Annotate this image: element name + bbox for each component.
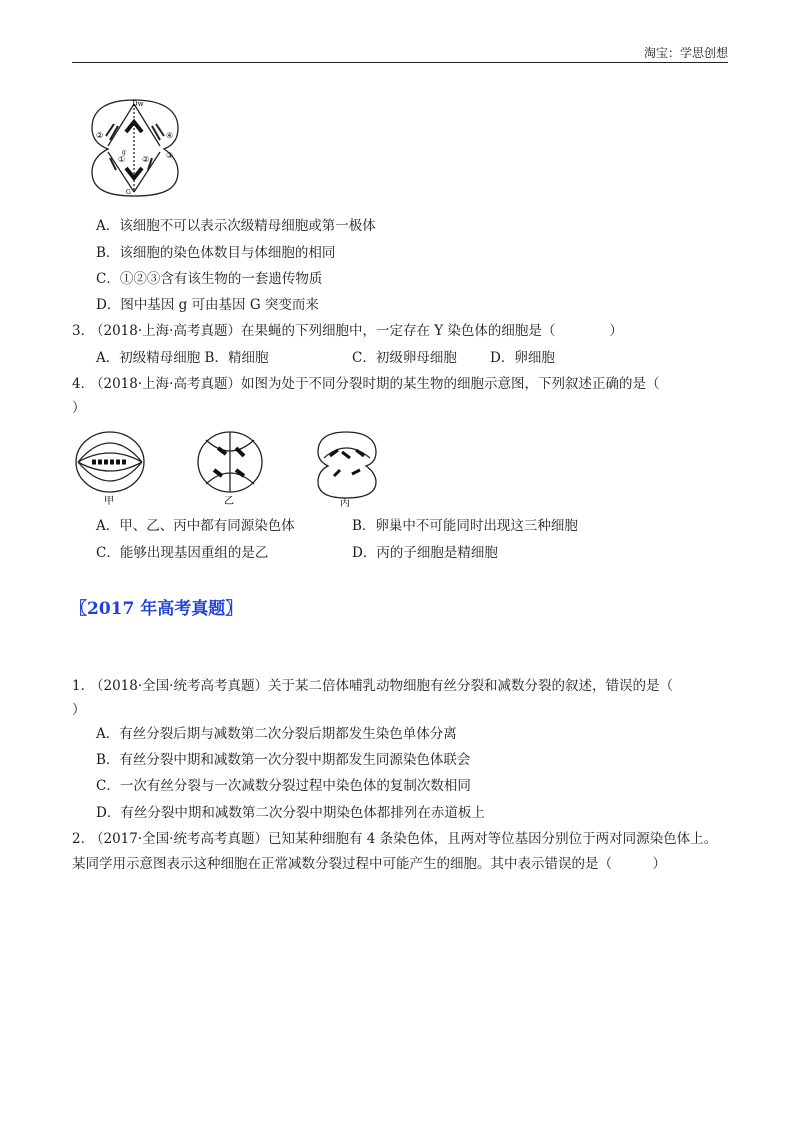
label-bing: 丙: [340, 498, 350, 508]
q1-option-c: C．一次有丝分裂与一次减数分裂过程中染色体的复制次数相同: [96, 778, 471, 794]
q1-number: 1．: [72, 678, 95, 694]
section-title: 〖2017 年高考真题〗: [70, 599, 243, 619]
dividing-cell-figure: [86, 96, 186, 200]
q3-number: 3．: [72, 323, 95, 339]
prev-option-b: B．该细胞的染色体数目与体细胞的相同: [96, 245, 336, 261]
cell-figure-yi: [192, 428, 272, 508]
gene-label-G: G: [126, 189, 131, 196]
chromosome-label-2: ②: [96, 131, 104, 140]
chromosome-label-4: ④: [166, 131, 174, 140]
q1-stem: （2018·全国·统考高考真题）关于某二倍体哺乳动物细胞有丝分裂和减数分裂的叙述，错误的是（: [90, 678, 673, 694]
q2-stem-cont: 某同学用示意图表示这种细胞在正常减数分裂过程中可能产生的细胞。其中表示错误的是（ ）: [72, 856, 666, 872]
q3-option-d: D．卵细胞: [490, 350, 555, 366]
q3-option-c: C．初级卵母细胞: [352, 350, 457, 366]
q1-stem-cont: ）: [72, 702, 86, 718]
cell-figure-jia: [72, 428, 152, 508]
q1-option-d: D．有丝分裂中期和减数第二次分裂中期染色体都排列在赤道板上: [96, 805, 485, 821]
q1-option-b: B．有丝分裂中期和减数第一次分裂中期都发生同源染色体联会: [96, 752, 471, 768]
q4-option-c: C．能够出现基因重组的是乙: [96, 545, 269, 561]
q2-number: 2．: [72, 831, 95, 847]
prev-option-c: C．①②③含有该生物的一套遗传物质: [96, 271, 323, 287]
q2-stem: （2017·全国·统考高考真题）已知某种细胞有 4 条染色体，且两对等位基因分别位于两对同源染色体上。: [90, 831, 718, 847]
q4-option-d: D．丙的子细胞是精细胞: [352, 545, 498, 561]
chromosome-label-3: ③: [166, 151, 174, 160]
q3-stem: （2018·上海·高考真题）在果蝇的下列细胞中，一定存在 Y 染色体的细胞是（ ）: [90, 323, 623, 339]
header-rule: [72, 62, 728, 63]
header-text: 淘宝：学思创想: [643, 46, 728, 60]
prev-option-d: D．图中基因 g 可由基因 G 突变而来: [96, 297, 319, 313]
gene-label-dw: Dw: [132, 100, 144, 108]
q1-option-a: A．有丝分裂后期与减数第二次分裂后期都发生染色单体分离: [96, 726, 457, 742]
gene-label-g: g: [122, 149, 126, 156]
label-yi: 乙: [224, 496, 234, 507]
cell-figure-bing: [312, 428, 382, 508]
q4-stem-cont: ）: [72, 400, 86, 416]
q4-stem: （2018·上海·高考真题）如图为处于不同分裂时期的某生物的细胞示意图，下列叙述正确的是（: [90, 376, 660, 392]
q4-number: 4．: [72, 376, 95, 392]
prev-option-a: A．该细胞不可以表示次级精母细胞或第一极体: [96, 218, 376, 234]
q3-option-ab: A．初级精母细胞 B．精细胞: [96, 350, 269, 366]
chromosome-label-1: ①: [118, 155, 126, 164]
chromosome-label-2b: ②: [142, 155, 150, 164]
label-jia: 甲: [104, 496, 114, 507]
q4-option-b: B．卵巢中不可能同时出现这三种细胞: [352, 518, 578, 534]
q4-option-a: A．甲、乙、丙中都有同源染色体: [96, 518, 295, 534]
